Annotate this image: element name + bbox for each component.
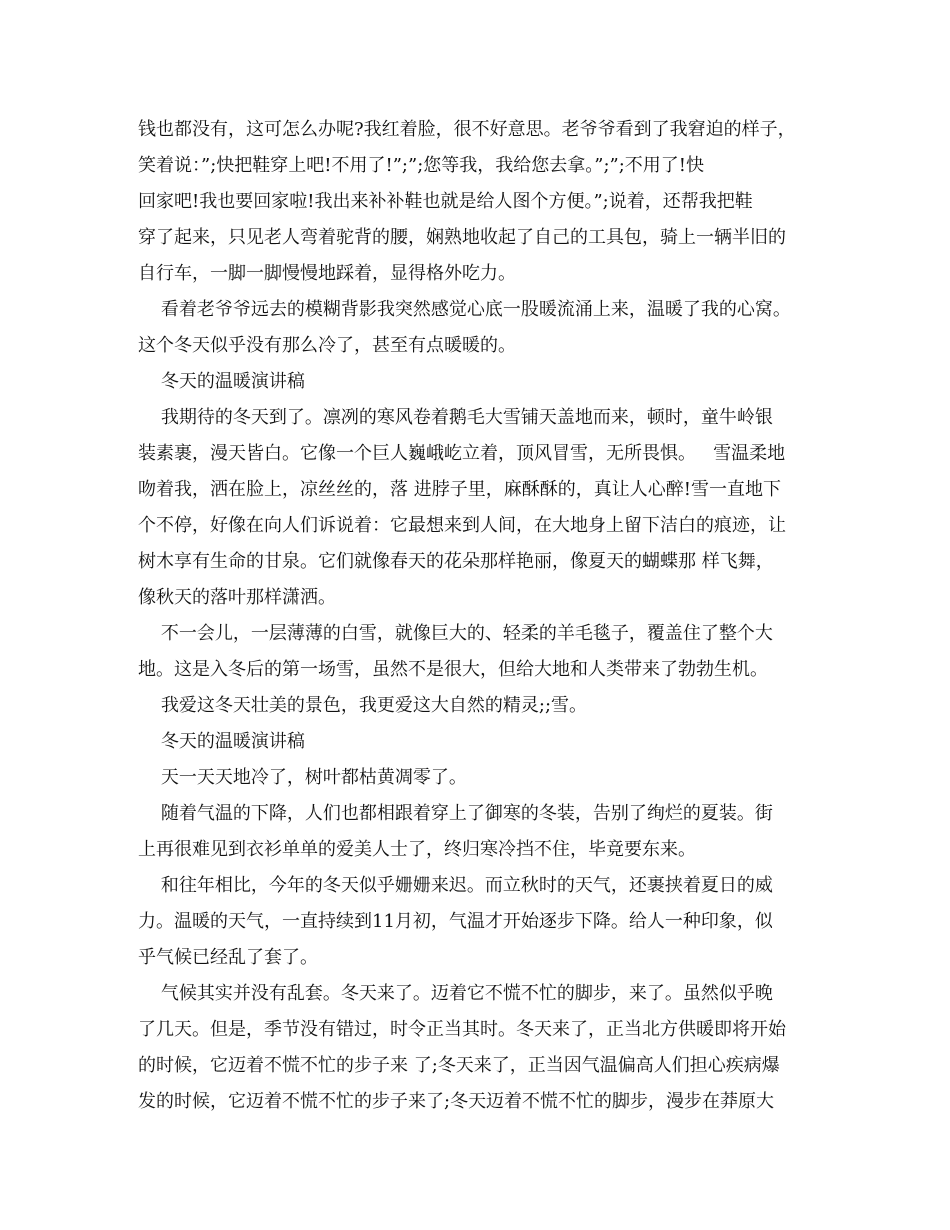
text-line: 钱也都没有，这可怎么办呢?我红着脸，很不好意思。老爷爷看到了我窘迫的样子， <box>138 119 796 140</box>
text-line: 回家吧!我也要回家啦!我出来补补鞋也就是给人图个方便。”;说着，还帮我把鞋 <box>138 191 753 212</box>
text-line: 我期待的冬天到了。凛冽的寒风卷着鹅毛大雪铺天盖地而来，顿时，童牛岭银 <box>138 407 773 428</box>
text-line: 的时候，它迈着不慌不忙的步子来 了;冬天来了，正当因气温偏高人们担心疾病爆 <box>138 1055 780 1076</box>
text-line: 穿了起来，只见老人弯着驼背的腰，娴熟地收起了自己的工具包，骑上一辆半旧的 <box>138 227 786 248</box>
text-line: 看着老爷爷远去的模糊背影我突然感觉心底一股暖流涌上来，温暖了我的心窝。 <box>138 299 791 320</box>
text-line: 天一天天地冷了，树叶都枯黄凋零了。 <box>138 767 467 788</box>
text-line: 发的时候，它迈着不慌不忙的步子来了;冬天迈着不慌不忙的脚步，漫步在莽原大 <box>138 1091 775 1112</box>
text-line: 了几天。但是，季节没有错过，时令正当其时。冬天来了，正当北方供暖即将开始 <box>138 1019 786 1040</box>
document-page <box>138 112 824 1120</box>
text-line: 上再很难见到衣衫单单的爱美人士了，终归寒冷挡不住，毕竟要东来。 <box>138 839 696 860</box>
text-line: 和往年相比，今年的冬天似乎姗姗来迟。而立秋时的天气，还裹挟着夏日的威 <box>138 875 773 896</box>
text-line: 装素裹，漫天皆白。它像一个巨人巍峨屹立着，顶风冒雪，无所畏惧。 雪温柔地 <box>138 443 786 464</box>
text-line: 地。这是入冬后的第一场雪，虽然不是很大，但给大地和人类带来了勃勃生机。 <box>138 659 768 680</box>
text-line: 个不停，好像在向人们诉说着：它最想来到人间，在大地身上留下洁白的痕迹，让 <box>138 515 786 536</box>
text-line: 乎气候已经乱了套了。 <box>138 947 318 968</box>
text-line: 树木享有生命的甘泉。它们就像春天的花朵那样艳丽，像夏天的蝴蝶那 样飞舞， <box>138 551 774 572</box>
text-line: 力。温暖的天气，一直持续到11月初，气温才开始逐步下降。给人一种印象，似 <box>138 911 773 932</box>
section-heading: 冬天的温暖演讲稿 <box>138 731 305 752</box>
text-line: 随着气温的下降，人们也都相跟着穿上了御寒的冬装，告别了绚烂的夏装。街 <box>138 803 773 824</box>
section-heading: 冬天的温暖演讲稿 <box>138 371 305 392</box>
text-line: 气候其实并没有乱套。冬天来了。迈着它不慌不忙的脚步，来了。虽然似乎晚 <box>138 983 773 1004</box>
text-line: 自行车，一脚一脚慢慢地踩着，显得格外吃力。 <box>138 263 516 284</box>
text-line: 这个冬天似乎没有那么冷了，甚至有点暖暖的。 <box>138 335 516 356</box>
text-line: 不一会儿，一层薄薄的白雪，就像巨大的、轻柔的羊毛毯子，覆盖住了整个大 <box>138 623 773 644</box>
text-line: 像秋天的落叶那样潇洒。 <box>138 587 336 608</box>
text-line: 吻着我，洒在脸上，凉丝丝的，落 进脖子里，麻酥酥的，真让人心醉!雪一直地下 <box>138 479 781 500</box>
text-line: 笑着说：”;快把鞋穿上吧!不用了!”;”;您等我，我给您去拿。”;”;不用了!快 <box>138 155 705 176</box>
text-line: 我爱这冬天壮美的景色，我更爱这大自然的精灵;;雪。 <box>138 695 588 716</box>
